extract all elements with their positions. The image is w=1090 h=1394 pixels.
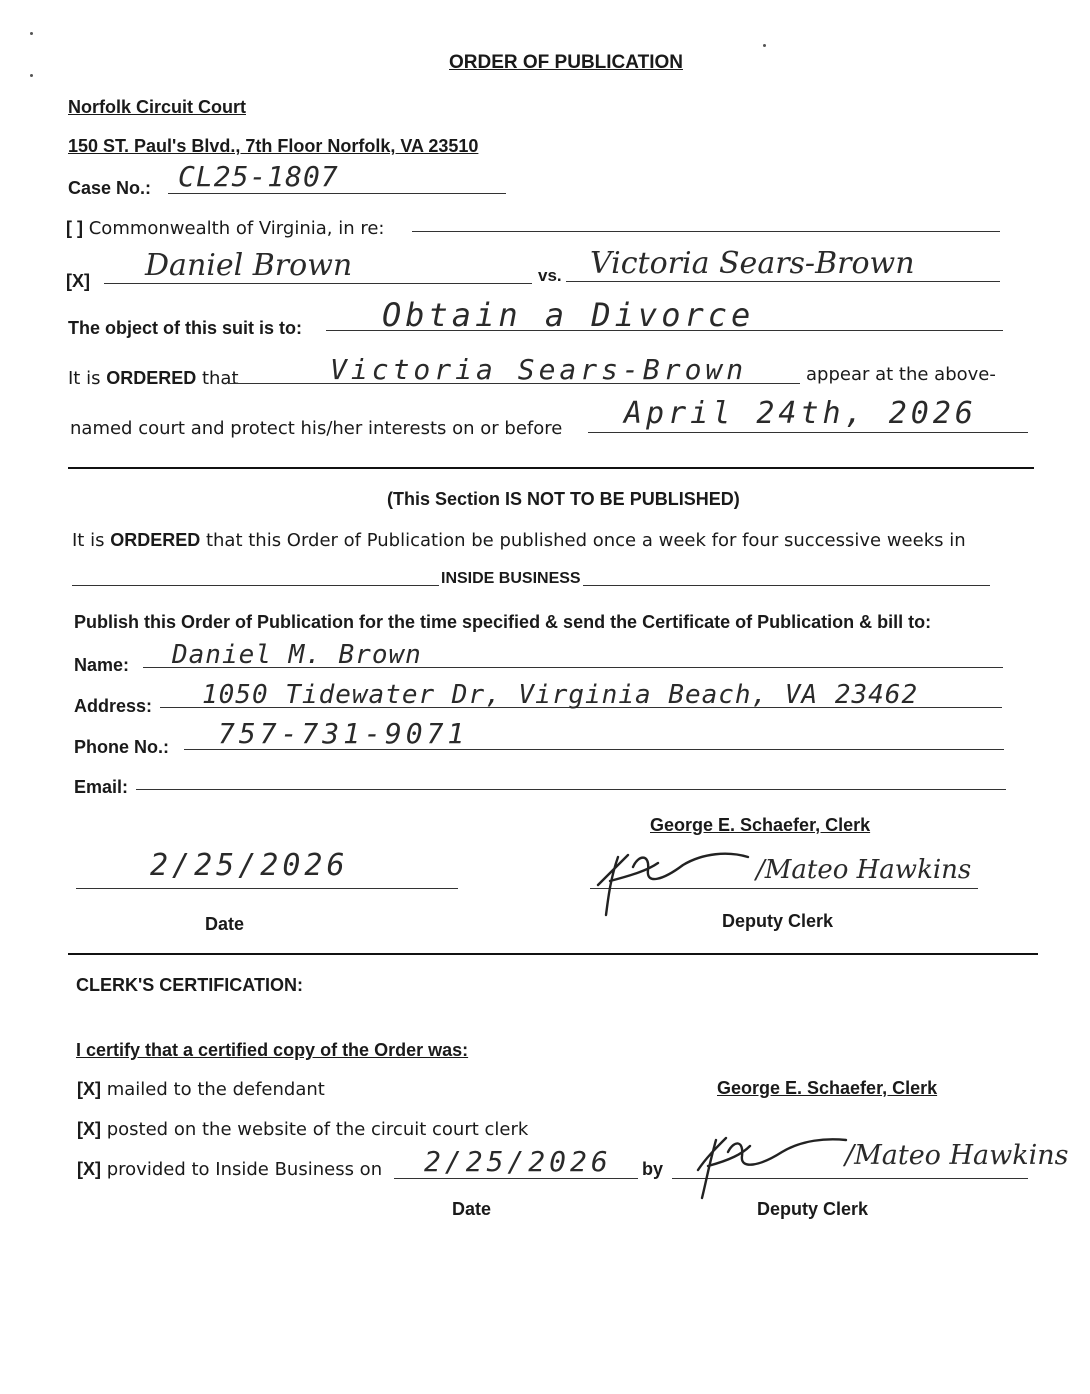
name-label: Name: <box>74 655 130 675</box>
posted-label: posted on the website of the circuit court clerk <box>106 1119 529 1140</box>
court-address: 150 ST. Paul's Blvd., 7th Floor Norfolk, VA 23510 <box>68 136 479 156</box>
vs-label: vs. <box>538 266 562 285</box>
email-label: Email: <box>74 777 129 797</box>
phone-label: Phone No.: <box>74 737 169 757</box>
name-value: Daniel M. Brown <box>172 640 422 670</box>
cert-item-posted <box>77 1119 528 1140</box>
posted-checkbox: [X] <box>77 1119 101 1139</box>
publish-ordered-text: that this Order of Publication be published once a week for four successive weeks in <box>205 530 966 551</box>
deputy-label-top: Deputy Clerk <box>722 911 834 931</box>
scan-speck <box>763 44 766 47</box>
publish-ordered-row <box>72 530 966 551</box>
provided-label: provided to Inside Business on <box>106 1159 383 1180</box>
ordered-suffix: appear at the above- <box>806 364 996 385</box>
case-no-value: CL25-1807 <box>178 160 339 193</box>
publish-ordered-prefix: It is <box>72 530 105 551</box>
address-value: 1050 Tidewater Dr, Virginia Beach, VA 23462 <box>202 680 919 710</box>
commonwealth-row <box>66 218 384 239</box>
case-no-line <box>168 193 506 194</box>
private-heading: (This Section IS NOT TO BE PUBLISHED) <box>387 489 740 509</box>
defendant-line <box>566 281 1000 282</box>
cert-item-provided <box>77 1159 382 1180</box>
commonwealth-checkbox: [ ] <box>66 218 83 238</box>
provided-checkbox: [X] <box>77 1159 101 1179</box>
cert-item-mailed <box>77 1079 325 1100</box>
deadline-line <box>588 432 1028 433</box>
mailed-checkbox: [X] <box>77 1079 101 1099</box>
ordered-that: that <box>201 368 239 389</box>
object-label: The object of this suit is to: <box>68 318 302 338</box>
case-no-label: Case No.: <box>68 178 152 198</box>
phone-value: 757-731-9071 <box>218 717 469 750</box>
publish-ordered-bold: ORDERED <box>110 530 201 550</box>
deputy-name-top: /Mateo Hawkins <box>756 855 972 885</box>
commonwealth-line <box>412 231 1000 232</box>
commonwealth-label: Commonwealth of Virginia, in re: <box>88 218 385 239</box>
ordered-bold: ORDERED <box>106 368 197 388</box>
defendant-name: Victoria Sears-Brown <box>590 246 915 281</box>
publish-instruction: Publish this Order of Publication for the time specified & send the Certificate of Publication & bill to: <box>74 612 932 632</box>
clerk-name-bottom: George E. Schaefer, Clerk <box>717 1078 938 1098</box>
page-title: ORDER OF PUBLICATION <box>449 52 683 73</box>
deadline-value: April 24th, 2026 <box>624 396 977 431</box>
provided-date-value: 2/25/2026 <box>424 1145 612 1178</box>
section-divider <box>68 467 1034 469</box>
deputy-signature-top <box>588 845 758 920</box>
certification-divider <box>68 953 1038 955</box>
plaintiff-line <box>104 283 532 284</box>
certification-heading: CLERK'S CERTIFICATION: <box>76 975 303 995</box>
date-label-top: Date <box>205 914 245 934</box>
deputy-name-bottom: /Mateo Hawkins <box>845 1140 1069 1171</box>
date-line-top <box>76 888 458 889</box>
object-value: Obtain a Divorce <box>382 296 755 334</box>
address-label: Address: <box>74 696 153 716</box>
plaintiff-checkbox: [X] <box>66 271 90 291</box>
deputy-signature-bottom <box>684 1130 854 1205</box>
clerk-name-top: George E. Schaefer, Clerk <box>650 815 871 835</box>
cert-date-label: Date <box>452 1199 492 1219</box>
named-court-text: named court and protect his/her interests on or before <box>70 418 563 439</box>
scan-speck <box>30 74 33 77</box>
email-line <box>136 789 1006 790</box>
ordered-prefix-row <box>68 368 239 389</box>
certify-text: I certify that a certified copy of the Order was: <box>76 1040 469 1060</box>
by-label: by <box>642 1159 664 1179</box>
court-name: Norfolk Circuit Court <box>68 97 246 117</box>
mailed-label: mailed to the defendant <box>106 1079 325 1100</box>
provided-date-line <box>394 1178 638 1179</box>
ordered-prefix: It is <box>68 368 101 389</box>
plaintiff-name: Daniel Brown <box>145 248 353 283</box>
scan-speck <box>30 32 33 35</box>
date-value-top: 2/25/2026 <box>150 848 349 883</box>
ordered-party: Victoria Sears-Brown <box>330 353 748 386</box>
publication-name: INSIDE BUSINESS <box>441 570 581 587</box>
deputy-label-bottom: Deputy Clerk <box>757 1199 869 1219</box>
